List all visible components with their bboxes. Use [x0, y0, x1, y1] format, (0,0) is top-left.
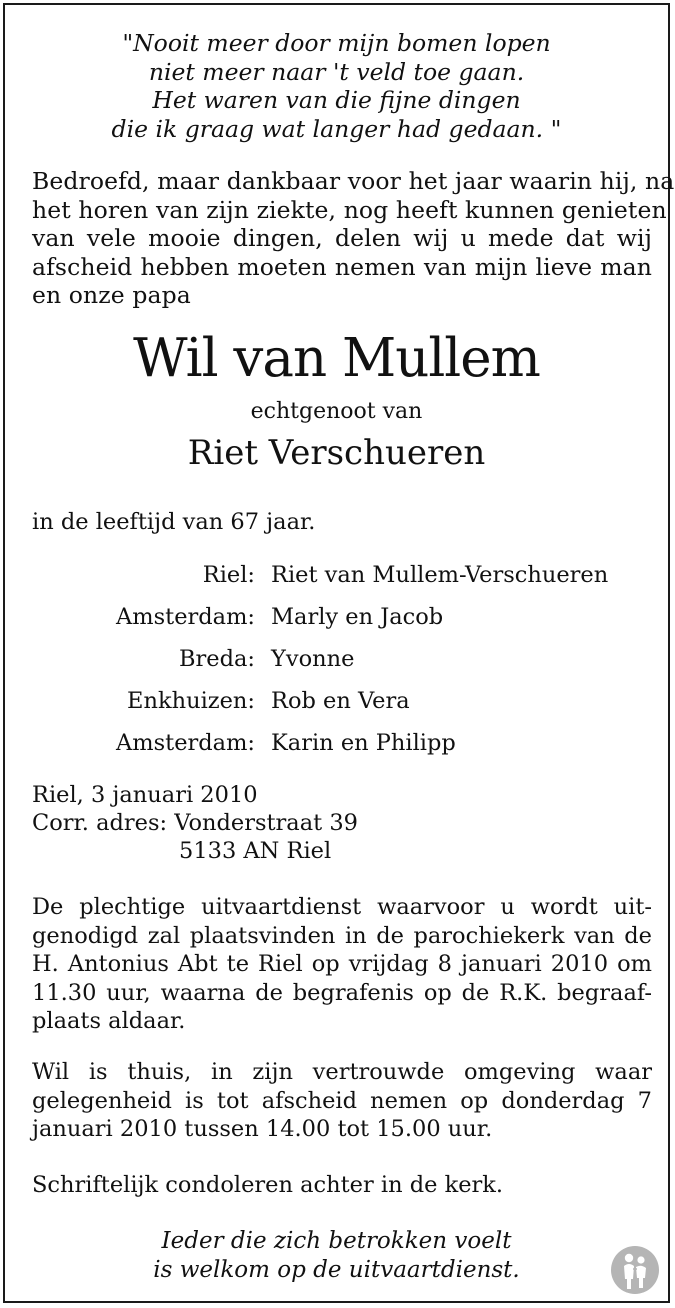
family-place: Riel:: [202, 562, 255, 588]
intro-paragraph: [32, 167, 675, 310]
family-row: [5, 603, 665, 645]
family-row: [5, 729, 665, 771]
poem: [5, 29, 668, 143]
service-line: De plechtige uitvaartdienst waarvoor u wordt uit-: [32, 894, 652, 920]
family-place: Amsterdam:: [116, 604, 255, 630]
family-names: Rob en Vera: [271, 688, 410, 714]
family-names: Yvonne: [271, 646, 355, 672]
poem-line: "Nooit meer door mijn bomen lopen: [122, 29, 551, 57]
family-row: [5, 645, 665, 687]
visit-line: januari 2010 tussen 14.00 tot 15.00 uur.: [32, 1116, 493, 1142]
place-date: Riel, 3 januari 2010: [32, 782, 258, 808]
mourning-figures-icon: [610, 1245, 660, 1295]
visitation-paragraph: [32, 1058, 652, 1144]
visit-line: gelegenheid is tot afscheid nemen op donderdag 7: [32, 1087, 652, 1114]
intro-line: Bedroefd, maar dankbaar voor het jaar waarin hij, na: [32, 167, 675, 195]
intro-line: afscheid hebben moeten nemen van mijn lieve man: [32, 252, 652, 281]
address-street: Corr. adres: Vonderstraat 39: [32, 810, 358, 836]
spouse-label: echtgenoot van: [250, 399, 423, 424]
poem-line: Het waren van die fijne dingen: [152, 86, 521, 114]
intro-line: het horen van zijn ziekte, nog heeft kunnen genieten: [32, 195, 667, 224]
deceased-name: Wil van Mullem: [133, 328, 540, 389]
family-place: Breda:: [178, 646, 255, 672]
service-line: H. Antonius Abt te Riel op vrijdag 8 januari 2010 om: [32, 951, 652, 977]
family-names: Riet van Mullem-Verschueren: [271, 562, 609, 588]
poem-line: niet meer naar 't veld toe gaan.: [148, 57, 525, 86]
closing-lines: [5, 1227, 668, 1284]
condolence-note: Schriftelijk condoleren achter in de kerk.: [32, 1172, 504, 1198]
poem-line: die ik graag wat langer had gedaan. ": [111, 114, 562, 143]
intro-line: en onze papa: [32, 281, 191, 309]
family-names: Marly en Jacob: [271, 604, 444, 630]
service-paragraph: [32, 893, 652, 1036]
closing-line: is welkom op de uitvaartdienst.: [153, 1256, 520, 1283]
family-place: Enkhuizen:: [127, 688, 255, 714]
correspondence-address: [32, 781, 358, 865]
spouse-name: Riet Verschueren: [187, 433, 486, 473]
address-postal: 5133 AN Riel: [179, 838, 332, 864]
family-row: [5, 687, 665, 729]
family-names: Karin en Philipp: [271, 730, 456, 756]
service-line: 11.30 uur, waarna de begrafenis op de R.K. begraaf-: [32, 979, 652, 1006]
age-text: in de leeftijd van 67 jaar.: [32, 509, 316, 535]
service-line: genodigd zal plaatsvinden in de parochiekerk van de: [32, 922, 652, 949]
family-list: [5, 561, 665, 771]
intro-line: van vele mooie dingen, delen wij u mede dat wij: [32, 224, 652, 252]
family-place: Amsterdam:: [116, 730, 255, 756]
obituary-card: [3, 3, 675, 1303]
closing-line: Ieder die zich betrokken voelt: [161, 1228, 512, 1254]
service-line: plaats aldaar.: [32, 1008, 186, 1034]
visit-line: Wil is thuis, in zijn vertrouwde omgeving waar: [32, 1059, 652, 1085]
family-row: [5, 561, 665, 603]
